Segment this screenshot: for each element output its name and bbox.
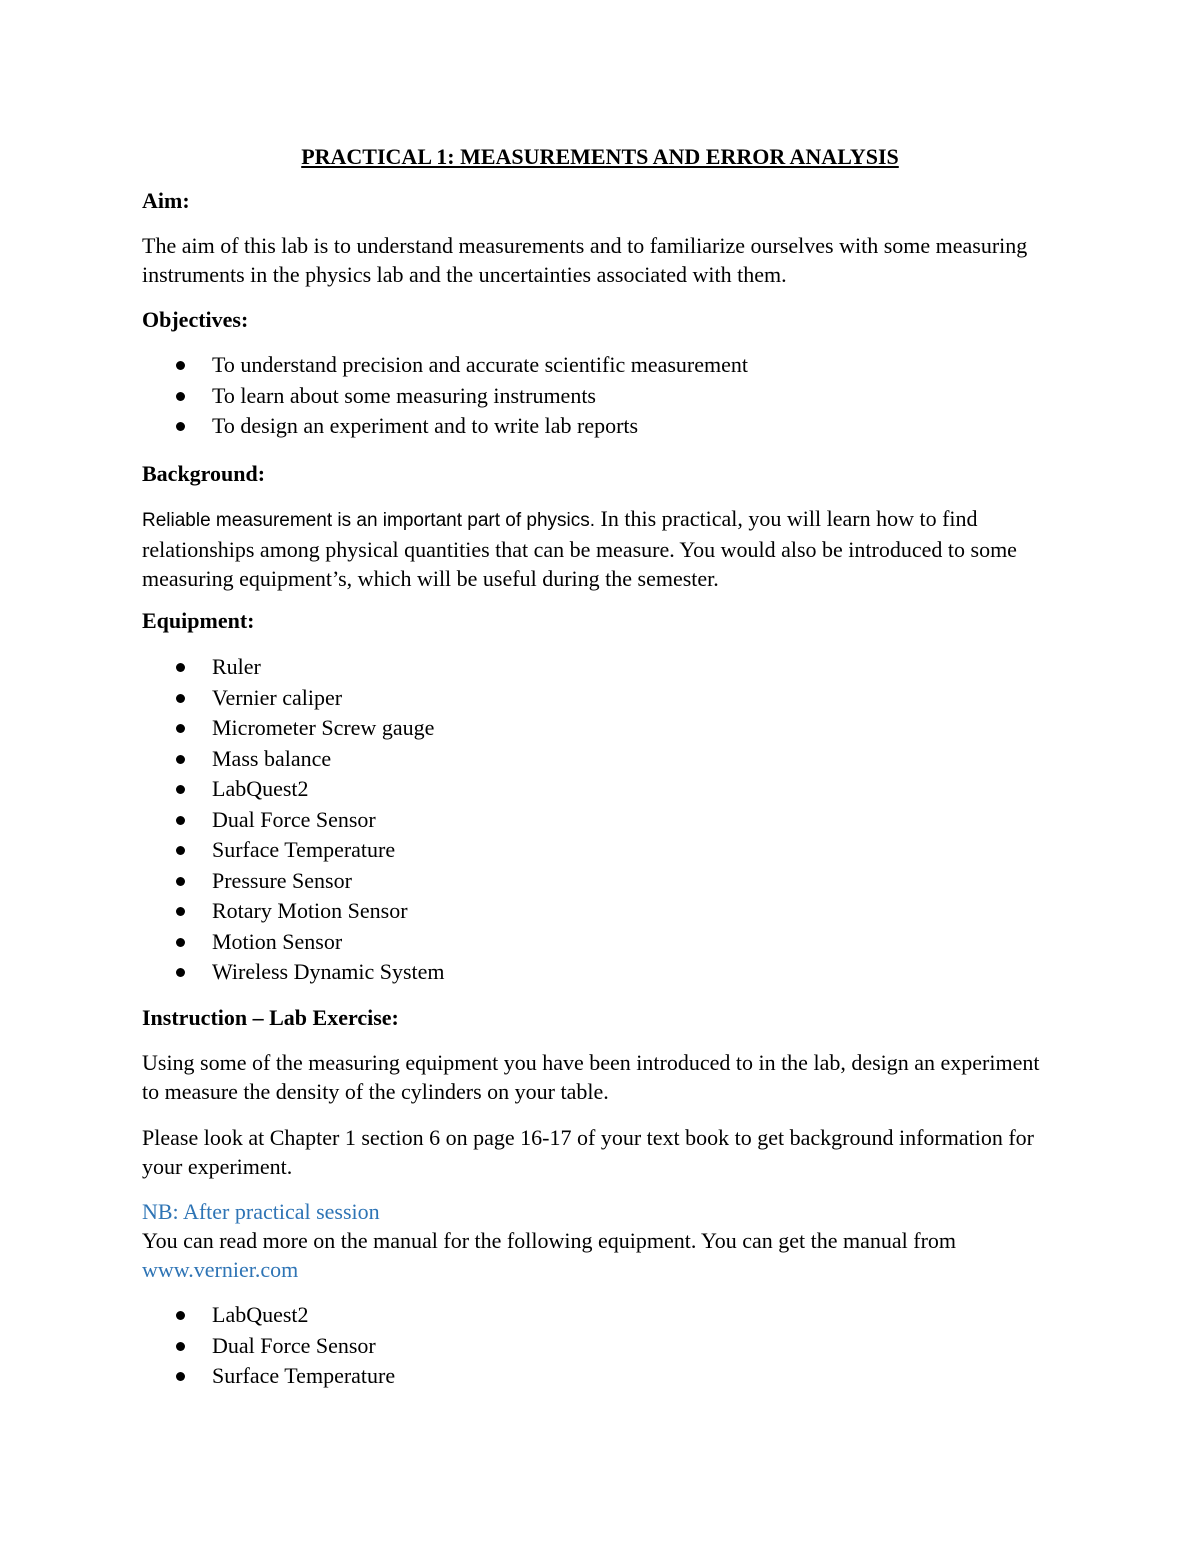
bullet-icon <box>176 422 185 431</box>
vernier-link[interactable]: www.vernier.com <box>142 1257 299 1282</box>
background-text-sans: Reliable measurement is an important part of physics. <box>142 510 596 531</box>
equipment-heading: Equipment: <box>142 608 255 633</box>
bullet-icon <box>176 755 185 764</box>
background-heading: Background: <box>142 461 266 486</box>
list-item: Motion Sensor <box>142 927 445 958</box>
list-item: Rotary Motion Sensor <box>142 896 445 927</box>
list-item: Mass balance <box>142 744 445 775</box>
bullet-icon <box>176 361 185 370</box>
aim-text: The aim of this lab is to understand measurements and to familiarize ourselves with some measuring instruments in the physics lab and the uncertainties associated with them. <box>142 233 1028 287</box>
bullet-icon <box>176 694 185 703</box>
list-item: Vernier caliper <box>142 683 445 714</box>
instruction-para-2: Please look at Chapter 1 section 6 on page 16-17 of your text book to get background information for your experiment. <box>142 1125 1035 1179</box>
list-item: LabQuest2 <box>142 774 445 805</box>
list-item: To understand precision and accurate scientific measurement <box>142 350 748 381</box>
bullet-icon <box>176 663 185 672</box>
manual-equipment-list <box>142 1300 395 1392</box>
list-item: LabQuest2 <box>142 1300 395 1331</box>
bullet-icon <box>176 724 185 733</box>
note-text: You can read more on the manual for the following equipment. You can get the manual from <box>142 1228 957 1253</box>
note-label: NB: After practical session <box>142 1199 380 1224</box>
bullet-icon <box>176 816 185 825</box>
bullet-icon <box>176 968 185 977</box>
objectives-heading: Objectives: <box>142 307 249 332</box>
bullet-icon <box>176 1372 185 1381</box>
list-item: Ruler <box>142 652 445 683</box>
instruction-heading: Instruction – Lab Exercise: <box>142 1005 399 1030</box>
instruction-para-1: Using some of the measuring equipment you have been introduced to in the lab, design an experiment to measure the density of the cylinders on your table. <box>142 1050 1040 1104</box>
background-text-rest: In this practical, you will learn how to find relationships among physical quantities that can be measure. You would also be introduced to some measuring equipment’s, which will be useful during the semester. <box>142 506 1017 591</box>
page-title: PRACTICAL 1: MEASUREMENTS AND ERROR ANALYSIS <box>301 144 899 169</box>
list-item: Dual Force Sensor <box>142 805 445 836</box>
list-item: Wireless Dynamic System <box>142 957 445 988</box>
list-item: Surface Temperature <box>142 835 445 866</box>
list-item: Micrometer Screw gauge <box>142 713 445 744</box>
objectives-list <box>142 350 748 442</box>
bullet-icon <box>176 1311 185 1320</box>
aim-heading: Aim: <box>142 188 190 213</box>
bullet-icon <box>176 938 185 947</box>
list-item: To design an experiment and to write lab reports <box>142 411 748 442</box>
list-item: Dual Force Sensor <box>142 1331 395 1362</box>
bullet-icon <box>176 877 185 886</box>
list-item: Surface Temperature <box>142 1361 395 1392</box>
bullet-icon <box>176 846 185 855</box>
bullet-icon <box>176 392 185 401</box>
bullet-icon <box>176 785 185 794</box>
bullet-icon <box>176 1342 185 1351</box>
list-item: Pressure Sensor <box>142 866 445 897</box>
bullet-icon <box>176 907 185 916</box>
background-text <box>142 504 1042 593</box>
equipment-list <box>142 652 445 988</box>
list-item: To learn about some measuring instruments <box>142 381 748 412</box>
